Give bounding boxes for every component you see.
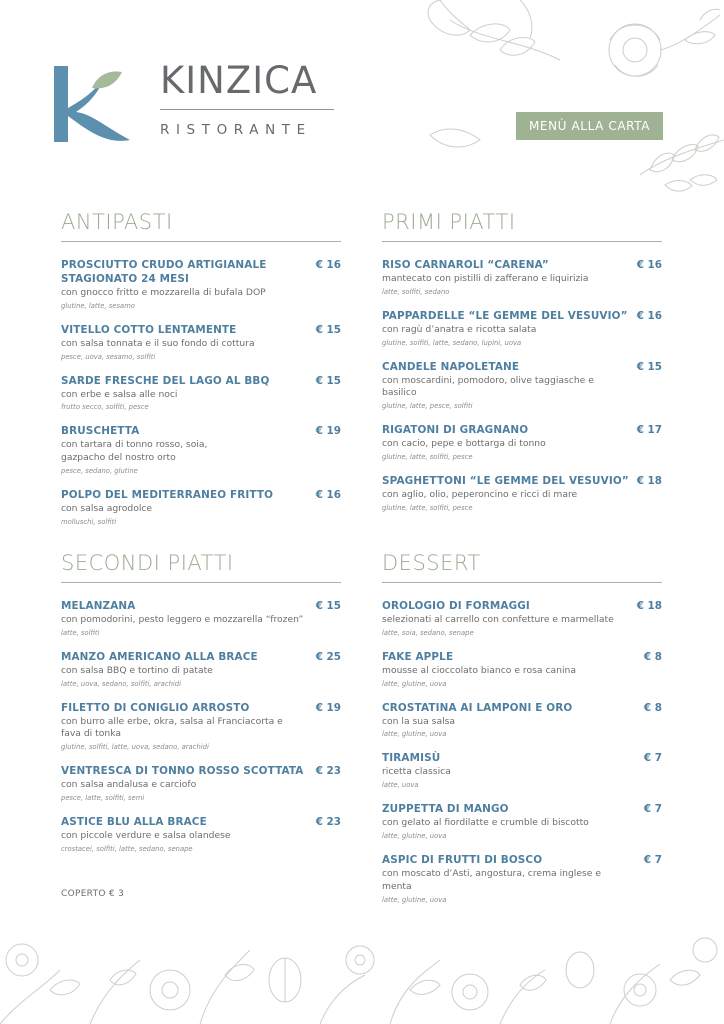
item-allergens: pesce, sedano, glutine — [61, 466, 138, 475]
item-description: con cacio, pepe e bottarga di tonno — [382, 438, 546, 450]
item-allergens: latte, soia, sedano, senape — [382, 628, 474, 637]
menu-item — [382, 423, 662, 463]
item-name: BRUSCHETTA — [61, 425, 140, 438]
item-allergens: glutine, latte, sesamo — [61, 301, 135, 310]
item-name: FILETTO DI CONIGLIO ARROSTO — [61, 701, 250, 714]
menu-alla-carta-badge: MENÙ ALLA CARTA — [516, 112, 663, 140]
menu-item — [382, 802, 662, 842]
menu-item — [61, 764, 341, 804]
brand-divider — [160, 109, 334, 110]
item-price: € 25 — [315, 650, 341, 663]
brand-wordmark — [160, 58, 338, 138]
item-description: ricetta classica — [382, 766, 451, 778]
menu-item — [61, 650, 341, 690]
item-allergens: glutine, latte, solfiti, pesce — [382, 452, 473, 461]
cover-charge: COPERTO € 3 — [61, 889, 125, 899]
item-description: con salsa agrodolce — [61, 502, 153, 514]
section-divider — [382, 582, 662, 583]
item-name: VITELLO COTTO LENTAMENTE — [61, 323, 237, 336]
item-price: € 19 — [315, 701, 341, 714]
section-title: ANTIPASTI — [61, 210, 173, 234]
menu-item — [382, 650, 662, 690]
item-description: con la sua salsa — [382, 715, 456, 727]
section-divider — [61, 582, 341, 583]
item-name: FAKE APPLE — [382, 650, 454, 663]
item-allergens: frutto secco, solfiti, pesce — [61, 403, 149, 412]
item-allergens: glutine, latte, solfiti, pesce — [382, 503, 473, 512]
item-allergens: pesce, latte, solfiti, semi — [61, 793, 145, 802]
item-description: con salsa BBQ e tortino di patate — [61, 664, 213, 676]
item-name: CROSTATINA AI LAMPONI E ORO — [382, 701, 573, 714]
item-price: € 16 — [315, 259, 341, 271]
menu-item — [382, 474, 662, 514]
item-name: PROSCIUTTO CRUDO ARTIGIANALE STAGIONATO 24 MESI — [61, 259, 267, 285]
item-allergens: latte, uova — [382, 781, 419, 790]
item-description: selezionati al carrello con confetture e marmellate — [382, 614, 614, 625]
item-name: MELANZANA — [61, 600, 136, 612]
kinzica-logo-icon — [52, 62, 134, 144]
item-allergens: latte, solfiti, sedano — [382, 287, 450, 296]
section-title: DESSERT — [382, 551, 481, 575]
item-allergens: latte, glutine, uova — [382, 679, 447, 688]
item-description: con salsa andalusa e carciofo — [61, 779, 197, 791]
section-divider — [61, 241, 341, 242]
section-title: PRIMI PIATTI — [382, 210, 516, 234]
item-description: con piccole verdure e salsa olandese — [61, 829, 231, 841]
menu-item — [382, 701, 662, 741]
section-antipasti — [61, 208, 341, 539]
item-allergens: molluschi, solfiti — [61, 517, 117, 526]
item-price: € 15 — [315, 600, 341, 612]
item-description: mantecato con pistilli di zafferano e liquirizia — [382, 273, 589, 284]
item-allergens: pesce, uova, sesamo, solfiti — [61, 352, 156, 361]
item-price: € 7 — [643, 853, 662, 866]
item-name: SPAGHETTONI “LE GEMME DEL VESUVIO” — [382, 474, 629, 487]
menu-item — [61, 424, 341, 477]
menu-item — [382, 853, 662, 906]
item-description: con moscato d’Asti, angostura, crema inglese e menta — [382, 867, 601, 892]
item-description: con tartara di tonno rosso, soia, gazpacho del nostro orto — [61, 439, 208, 464]
item-name: POLPO DEL MEDITERRANEO FRITTO — [61, 488, 274, 501]
menu-item — [61, 258, 341, 312]
menu-item — [61, 374, 341, 414]
item-allergens: latte, solfiti — [61, 628, 100, 637]
item-description: con erbe e salsa alle noci — [61, 388, 178, 400]
item-description: con gnocco fritto e mozzarella di bufala DOP — [61, 287, 266, 298]
item-allergens: glutine, solfiti, latte, uova, sedano, arachidi — [61, 743, 209, 752]
menu-item — [382, 599, 662, 639]
menu-item — [382, 360, 662, 413]
item-description: con salsa tonnata e il suo fondo di cottura — [61, 337, 255, 349]
item-price: € 16 — [636, 309, 662, 322]
section-divider — [382, 241, 662, 242]
item-name: TIRAMISÙ — [382, 752, 441, 765]
item-price: € 23 — [315, 765, 341, 778]
menu-item — [382, 309, 662, 349]
item-name: ASPIC DI FRUTTI DI BOSCO — [382, 853, 543, 866]
item-price: € 16 — [636, 259, 662, 271]
item-name: SARDE FRESCHE DEL LAGO AL BBQ — [61, 374, 270, 387]
item-description: con moscardini, pomodoro, olive taggiasche e basilico — [382, 374, 594, 399]
menu-item — [61, 701, 341, 754]
item-price: € 15 — [315, 374, 341, 387]
item-allergens: latte, glutine, uova — [382, 730, 447, 739]
item-name: ZUPPETTA DI MANGO — [382, 803, 509, 816]
item-description: con aglio, olio, peperoncino e ricci di mare — [382, 488, 578, 500]
item-allergens: latte, glutine, uova — [382, 895, 447, 904]
menu-item — [382, 258, 662, 298]
item-price: € 18 — [636, 600, 662, 612]
menu-item — [61, 815, 341, 855]
section-secondi-piatti — [61, 549, 341, 866]
item-name: RIGATONI DI GRAGNANO — [382, 424, 529, 437]
floral-decoration-icon — [410, 0, 724, 200]
menu-item — [61, 488, 341, 528]
item-name: RISO CARNAROLI “CARENA” — [382, 259, 549, 271]
item-price: € 7 — [643, 752, 662, 765]
item-description: con ragù d’anatra e ricotta salata — [382, 323, 537, 335]
item-name: ASTICE BLU ALLA BRACE — [61, 815, 207, 828]
item-price: € 23 — [315, 815, 341, 828]
item-name: CANDELE NAPOLETANE — [382, 360, 520, 373]
menu-item — [382, 751, 662, 791]
menu-item — [61, 599, 341, 639]
section-dessert — [382, 549, 662, 917]
menu-item — [61, 323, 341, 363]
item-description: con gelato al fiordilatte e crumble di biscotto — [382, 817, 589, 829]
item-description: con pomodorini, pesto leggero e mozzarella “frozen” — [61, 614, 304, 625]
item-description: mousse al cioccolato bianco e rosa canina — [382, 664, 576, 676]
item-allergens: glutine, latte, pesce, solfiti — [382, 402, 473, 411]
item-price: € 8 — [643, 701, 662, 714]
item-name: PAPPARDELLE “LE GEMME DEL VESUVIO” — [382, 309, 628, 322]
item-price: € 15 — [315, 323, 341, 336]
item-name: MANZO AMERICANO ALLA BRACE — [61, 650, 258, 663]
brand-name: KINZICA — [160, 59, 318, 102]
item-allergens: latte, glutine, uova — [382, 831, 447, 840]
item-name: VENTRESCA DI TONNO ROSSO SCOTTATA — [61, 765, 304, 778]
section-primi-piatti — [382, 208, 662, 525]
item-allergens: crostacei, solfiti, latte, sedano, senape — [61, 844, 193, 853]
item-allergens: latte, uova, sedano, solfiti, arachidi — [61, 679, 181, 688]
section-title: SECONDI PIATTI — [61, 551, 234, 575]
item-description: con burro alle erbe, okra, salsa al Franciacorta e fava di tonka — [61, 715, 283, 740]
item-price: € 8 — [643, 650, 662, 663]
item-allergens: glutine, solfiti, latte, sedano, lupini, uova — [382, 338, 522, 347]
brand-subtitle: RISTORANTE — [160, 122, 312, 138]
item-price: € 17 — [636, 424, 662, 437]
item-price: € 19 — [315, 425, 341, 438]
item-price: € 16 — [315, 488, 341, 501]
floral-border-icon — [0, 930, 724, 1024]
item-price: € 18 — [636, 474, 662, 487]
item-name: OROLOGIO DI FORMAGGI — [382, 600, 530, 612]
item-price: € 7 — [643, 803, 662, 816]
item-price: € 15 — [636, 360, 662, 373]
